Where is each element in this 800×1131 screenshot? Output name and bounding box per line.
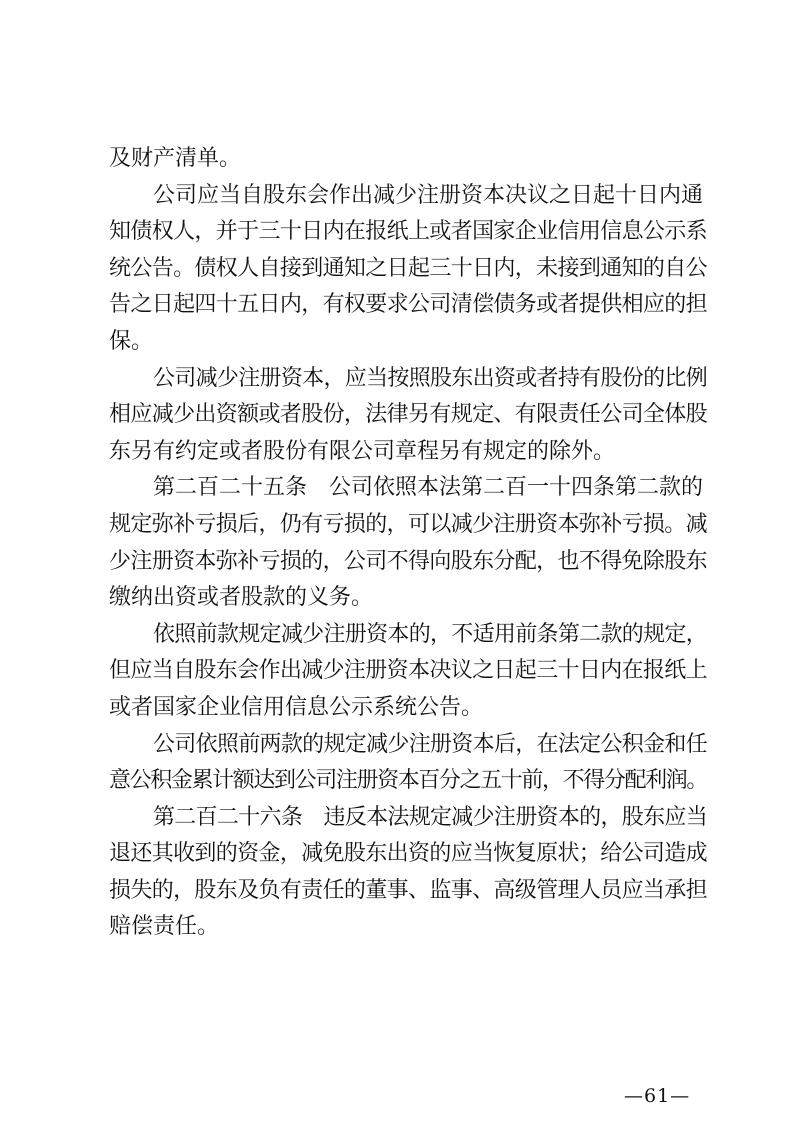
text-line: 公司减少注册资本，应当按照股东出资或者持有股份的比例 bbox=[153, 365, 708, 391]
text-line: 第二百二十六条 违反本法规定减少注册资本的，股东应当 bbox=[153, 804, 708, 830]
text-line: 统公告。债权人自接到通知之日起三十日内，未接到通知的自公 bbox=[109, 255, 708, 281]
text-line: 但应当自股东会作出减少注册资本决议之日起三十日内在报纸上 bbox=[109, 658, 708, 684]
text-line: 少注册资本弥补亏损的，公司不得向股东分配，也不得免除股东 bbox=[109, 548, 708, 574]
text-line: 知债权人，并于三十日内在报纸上或者国家企业信用信息公示系 bbox=[109, 219, 708, 245]
text-line: 保。 bbox=[109, 328, 154, 354]
text-line: 依照前款规定减少注册资本的，不适用前条第二款的规定， bbox=[153, 621, 708, 647]
text-line: 东另有约定或者股份有限公司章程另有规定的除外。 bbox=[109, 438, 616, 464]
text-line: 缴纳出资或者股款的义务。 bbox=[109, 585, 374, 611]
text-line: 赔偿责任。 bbox=[109, 914, 220, 940]
text-line: 损失的，股东及负有责任的董事、监事、高级管理人员应当承担 bbox=[109, 877, 708, 903]
text-line: 或者国家企业信用信息公示系统公告。 bbox=[109, 694, 484, 720]
text-line: 告之日起四十五日内，有权要求公司清偿债务或者提供相应的担 bbox=[109, 292, 708, 318]
text-line: 及财产清单。 bbox=[109, 146, 242, 171]
text-line: 公司应当自股东会作出减少注册资本决议之日起十日内通 bbox=[153, 182, 704, 208]
text-line: 公司依照前两款的规定减少注册资本后，在法定公积金和任 bbox=[153, 731, 708, 757]
body-text bbox=[109, 141, 707, 946]
text-line: 意公积金累计额达到公司注册资本百分之五十前，不得分配利润。 bbox=[109, 768, 708, 794]
text-line: 退还其收到的资金，减免股东出资的应当恢复原状；给公司造成 bbox=[109, 841, 708, 867]
text-line: 第二百二十五条 公司依照本法第二百一十四条第二款的 bbox=[153, 475, 704, 501]
text-line: 相应减少出资额或者股份，法律另有规定、有限责任公司全体股 bbox=[109, 402, 708, 428]
page-number: —61— bbox=[624, 1085, 691, 1107]
text-line: 规定弥补亏损后，仍有亏损的，可以减少注册资本弥补亏损。减 bbox=[109, 511, 708, 537]
